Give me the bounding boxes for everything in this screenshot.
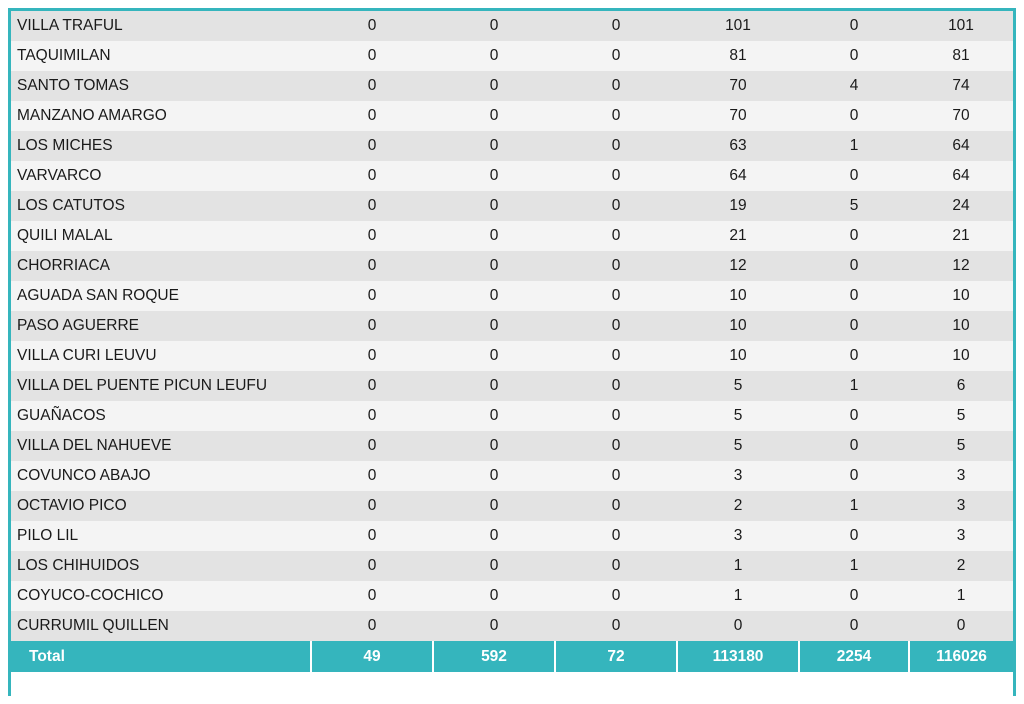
value-cell: 0 (799, 281, 909, 311)
value-cell: 0 (799, 611, 909, 641)
value-cell: 3 (909, 461, 1013, 491)
value-cell: 0 (433, 221, 555, 251)
table-row (11, 41, 1013, 71)
value-cell: 0 (311, 521, 433, 551)
locality-name-cell: QUILI MALAL (11, 221, 311, 251)
value-cell: 0 (555, 221, 677, 251)
value-cell: 74 (909, 71, 1013, 101)
value-cell: 0 (555, 491, 677, 521)
value-cell: 101 (677, 11, 799, 41)
value-cell: 64 (677, 161, 799, 191)
value-cell: 10 (677, 341, 799, 371)
value-cell: 0 (433, 191, 555, 221)
value-cell: 0 (799, 251, 909, 281)
value-cell: 0 (555, 131, 677, 161)
locality-name-cell: MANZANO AMARGO (11, 101, 311, 131)
table-row (11, 191, 1013, 221)
locality-name-cell: CHORRIACA (11, 251, 311, 281)
value-cell: 10 (909, 341, 1013, 371)
locality-name-cell: VARVARCO (11, 161, 311, 191)
value-cell: 0 (433, 341, 555, 371)
value-cell: 1 (799, 551, 909, 581)
value-cell: 0 (555, 581, 677, 611)
value-cell: 5 (799, 191, 909, 221)
table-row (11, 101, 1013, 131)
total-value-cell: 592 (433, 641, 555, 672)
locality-name-cell: LOS MICHES (11, 131, 311, 161)
value-cell: 12 (677, 251, 799, 281)
value-cell: 0 (555, 161, 677, 191)
locality-name-cell: CURRUMIL QUILLEN (11, 611, 311, 641)
locality-name-cell: TAQUIMILAN (11, 41, 311, 71)
value-cell: 1 (799, 491, 909, 521)
value-cell: 5 (677, 401, 799, 431)
table-row (11, 371, 1013, 401)
value-cell: 0 (555, 521, 677, 551)
table-row (11, 341, 1013, 371)
table-row (11, 521, 1013, 551)
value-cell: 0 (433, 251, 555, 281)
value-cell: 0 (311, 131, 433, 161)
value-cell: 0 (433, 611, 555, 641)
value-cell: 0 (311, 341, 433, 371)
value-cell: 0 (433, 131, 555, 161)
value-cell: 0 (433, 551, 555, 581)
locality-name-cell: GUAÑACOS (11, 401, 311, 431)
table-body (11, 11, 1013, 672)
value-cell: 0 (311, 221, 433, 251)
locality-name-cell: VILLA CURI LEUVU (11, 341, 311, 371)
value-cell: 0 (311, 461, 433, 491)
value-cell: 0 (311, 251, 433, 281)
value-cell: 0 (433, 401, 555, 431)
value-cell: 0 (433, 11, 555, 41)
value-cell: 12 (909, 251, 1013, 281)
table-row (11, 251, 1013, 281)
value-cell: 3 (909, 521, 1013, 551)
value-cell: 10 (677, 281, 799, 311)
value-cell: 70 (677, 71, 799, 101)
total-value-cell: 72 (555, 641, 677, 672)
table-row (11, 461, 1013, 491)
value-cell: 4 (799, 71, 909, 101)
table-row (11, 611, 1013, 641)
value-cell: 1 (799, 131, 909, 161)
value-cell: 0 (311, 281, 433, 311)
value-cell: 64 (909, 161, 1013, 191)
value-cell: 0 (799, 11, 909, 41)
value-cell: 0 (677, 611, 799, 641)
locality-name-cell: LOS CHIHUIDOS (11, 551, 311, 581)
value-cell: 10 (677, 311, 799, 341)
value-cell: 0 (555, 41, 677, 71)
value-cell: 0 (555, 461, 677, 491)
total-label: Total (11, 641, 311, 672)
value-cell: 0 (555, 371, 677, 401)
locality-name-cell: OCTAVIO PICO (11, 491, 311, 521)
value-cell: 0 (555, 611, 677, 641)
locality-name-cell: COVUNCO ABAJO (11, 461, 311, 491)
table-row (11, 71, 1013, 101)
value-cell: 0 (555, 401, 677, 431)
value-cell: 0 (311, 371, 433, 401)
value-cell: 70 (677, 101, 799, 131)
value-cell: 0 (555, 71, 677, 101)
value-cell: 0 (799, 461, 909, 491)
value-cell: 0 (799, 161, 909, 191)
table-row (11, 221, 1013, 251)
value-cell: 0 (555, 191, 677, 221)
value-cell: 0 (799, 221, 909, 251)
value-cell: 0 (433, 161, 555, 191)
value-cell: 0 (311, 611, 433, 641)
value-cell: 64 (909, 131, 1013, 161)
value-cell: 0 (555, 281, 677, 311)
table-row (11, 551, 1013, 581)
value-cell: 2 (909, 551, 1013, 581)
value-cell: 0 (433, 371, 555, 401)
value-cell: 0 (311, 581, 433, 611)
value-cell: 21 (677, 221, 799, 251)
value-cell: 0 (433, 311, 555, 341)
total-value-cell: 113180 (677, 641, 799, 672)
value-cell: 0 (433, 431, 555, 461)
value-cell: 0 (311, 311, 433, 341)
value-cell: 81 (677, 41, 799, 71)
total-value-cell: 116026 (909, 641, 1013, 672)
value-cell: 101 (909, 11, 1013, 41)
table-row (11, 401, 1013, 431)
value-cell: 0 (799, 341, 909, 371)
value-cell: 1 (677, 581, 799, 611)
value-cell: 1 (909, 581, 1013, 611)
locality-name-cell: PILO LIL (11, 521, 311, 551)
value-cell: 3 (677, 521, 799, 551)
total-value-cell: 2254 (799, 641, 909, 672)
table-row (11, 491, 1013, 521)
value-cell: 1 (677, 551, 799, 581)
value-cell: 0 (555, 101, 677, 131)
table-row (11, 131, 1013, 161)
value-cell: 0 (433, 521, 555, 551)
table-row (11, 311, 1013, 341)
value-cell: 0 (311, 41, 433, 71)
value-cell: 0 (433, 491, 555, 521)
value-cell: 0 (311, 431, 433, 461)
value-cell: 0 (311, 401, 433, 431)
value-cell: 0 (311, 191, 433, 221)
value-cell: 0 (433, 101, 555, 131)
value-cell: 5 (677, 431, 799, 461)
value-cell: 19 (677, 191, 799, 221)
value-cell: 21 (909, 221, 1013, 251)
locality-name-cell: VILLA TRAFUL (11, 11, 311, 41)
value-cell: 0 (799, 521, 909, 551)
value-cell: 1 (799, 371, 909, 401)
value-cell: 5 (909, 401, 1013, 431)
locality-name-cell: SANTO TOMAS (11, 71, 311, 101)
total-row (11, 641, 1013, 672)
value-cell: 0 (433, 461, 555, 491)
value-cell: 81 (909, 41, 1013, 71)
value-cell: 0 (433, 581, 555, 611)
value-cell: 0 (555, 11, 677, 41)
value-cell: 0 (555, 251, 677, 281)
value-cell: 0 (311, 71, 433, 101)
accent-rule-right (1013, 8, 1016, 696)
value-cell: 0 (311, 551, 433, 581)
locality-name-cell: AGUADA SAN ROQUE (11, 281, 311, 311)
value-cell: 0 (555, 551, 677, 581)
value-cell: 24 (909, 191, 1013, 221)
value-cell: 0 (311, 11, 433, 41)
value-cell: 0 (311, 101, 433, 131)
locality-name-cell: VILLA DEL PUENTE PICUN LEUFU (11, 371, 311, 401)
value-cell: 3 (677, 461, 799, 491)
value-cell: 10 (909, 311, 1013, 341)
value-cell: 0 (555, 431, 677, 461)
value-cell: 63 (677, 131, 799, 161)
value-cell: 3 (909, 491, 1013, 521)
total-value-cell: 49 (311, 641, 433, 672)
locality-name-cell: VILLA DEL NAHUEVE (11, 431, 311, 461)
value-cell: 6 (909, 371, 1013, 401)
value-cell: 5 (677, 371, 799, 401)
locality-name-cell: LOS CATUTOS (11, 191, 311, 221)
value-cell: 0 (311, 491, 433, 521)
locality-name-cell: PASO AGUERRE (11, 311, 311, 341)
localities-table (11, 11, 1013, 672)
value-cell: 0 (555, 341, 677, 371)
table-row (11, 161, 1013, 191)
locality-name-cell: COYUCO-COCHICO (11, 581, 311, 611)
table-row (11, 11, 1013, 41)
value-cell: 0 (799, 431, 909, 461)
value-cell: 0 (311, 161, 433, 191)
value-cell: 2 (677, 491, 799, 521)
table-row (11, 581, 1013, 611)
table-row (11, 431, 1013, 461)
value-cell: 0 (909, 611, 1013, 641)
value-cell: 0 (799, 101, 909, 131)
value-cell: 10 (909, 281, 1013, 311)
value-cell: 70 (909, 101, 1013, 131)
table-row (11, 281, 1013, 311)
value-cell: 0 (555, 311, 677, 341)
value-cell: 0 (799, 41, 909, 71)
value-cell: 0 (433, 41, 555, 71)
value-cell: 0 (799, 581, 909, 611)
value-cell: 0 (433, 71, 555, 101)
value-cell: 0 (799, 401, 909, 431)
value-cell: 0 (799, 311, 909, 341)
value-cell: 0 (433, 281, 555, 311)
value-cell: 5 (909, 431, 1013, 461)
